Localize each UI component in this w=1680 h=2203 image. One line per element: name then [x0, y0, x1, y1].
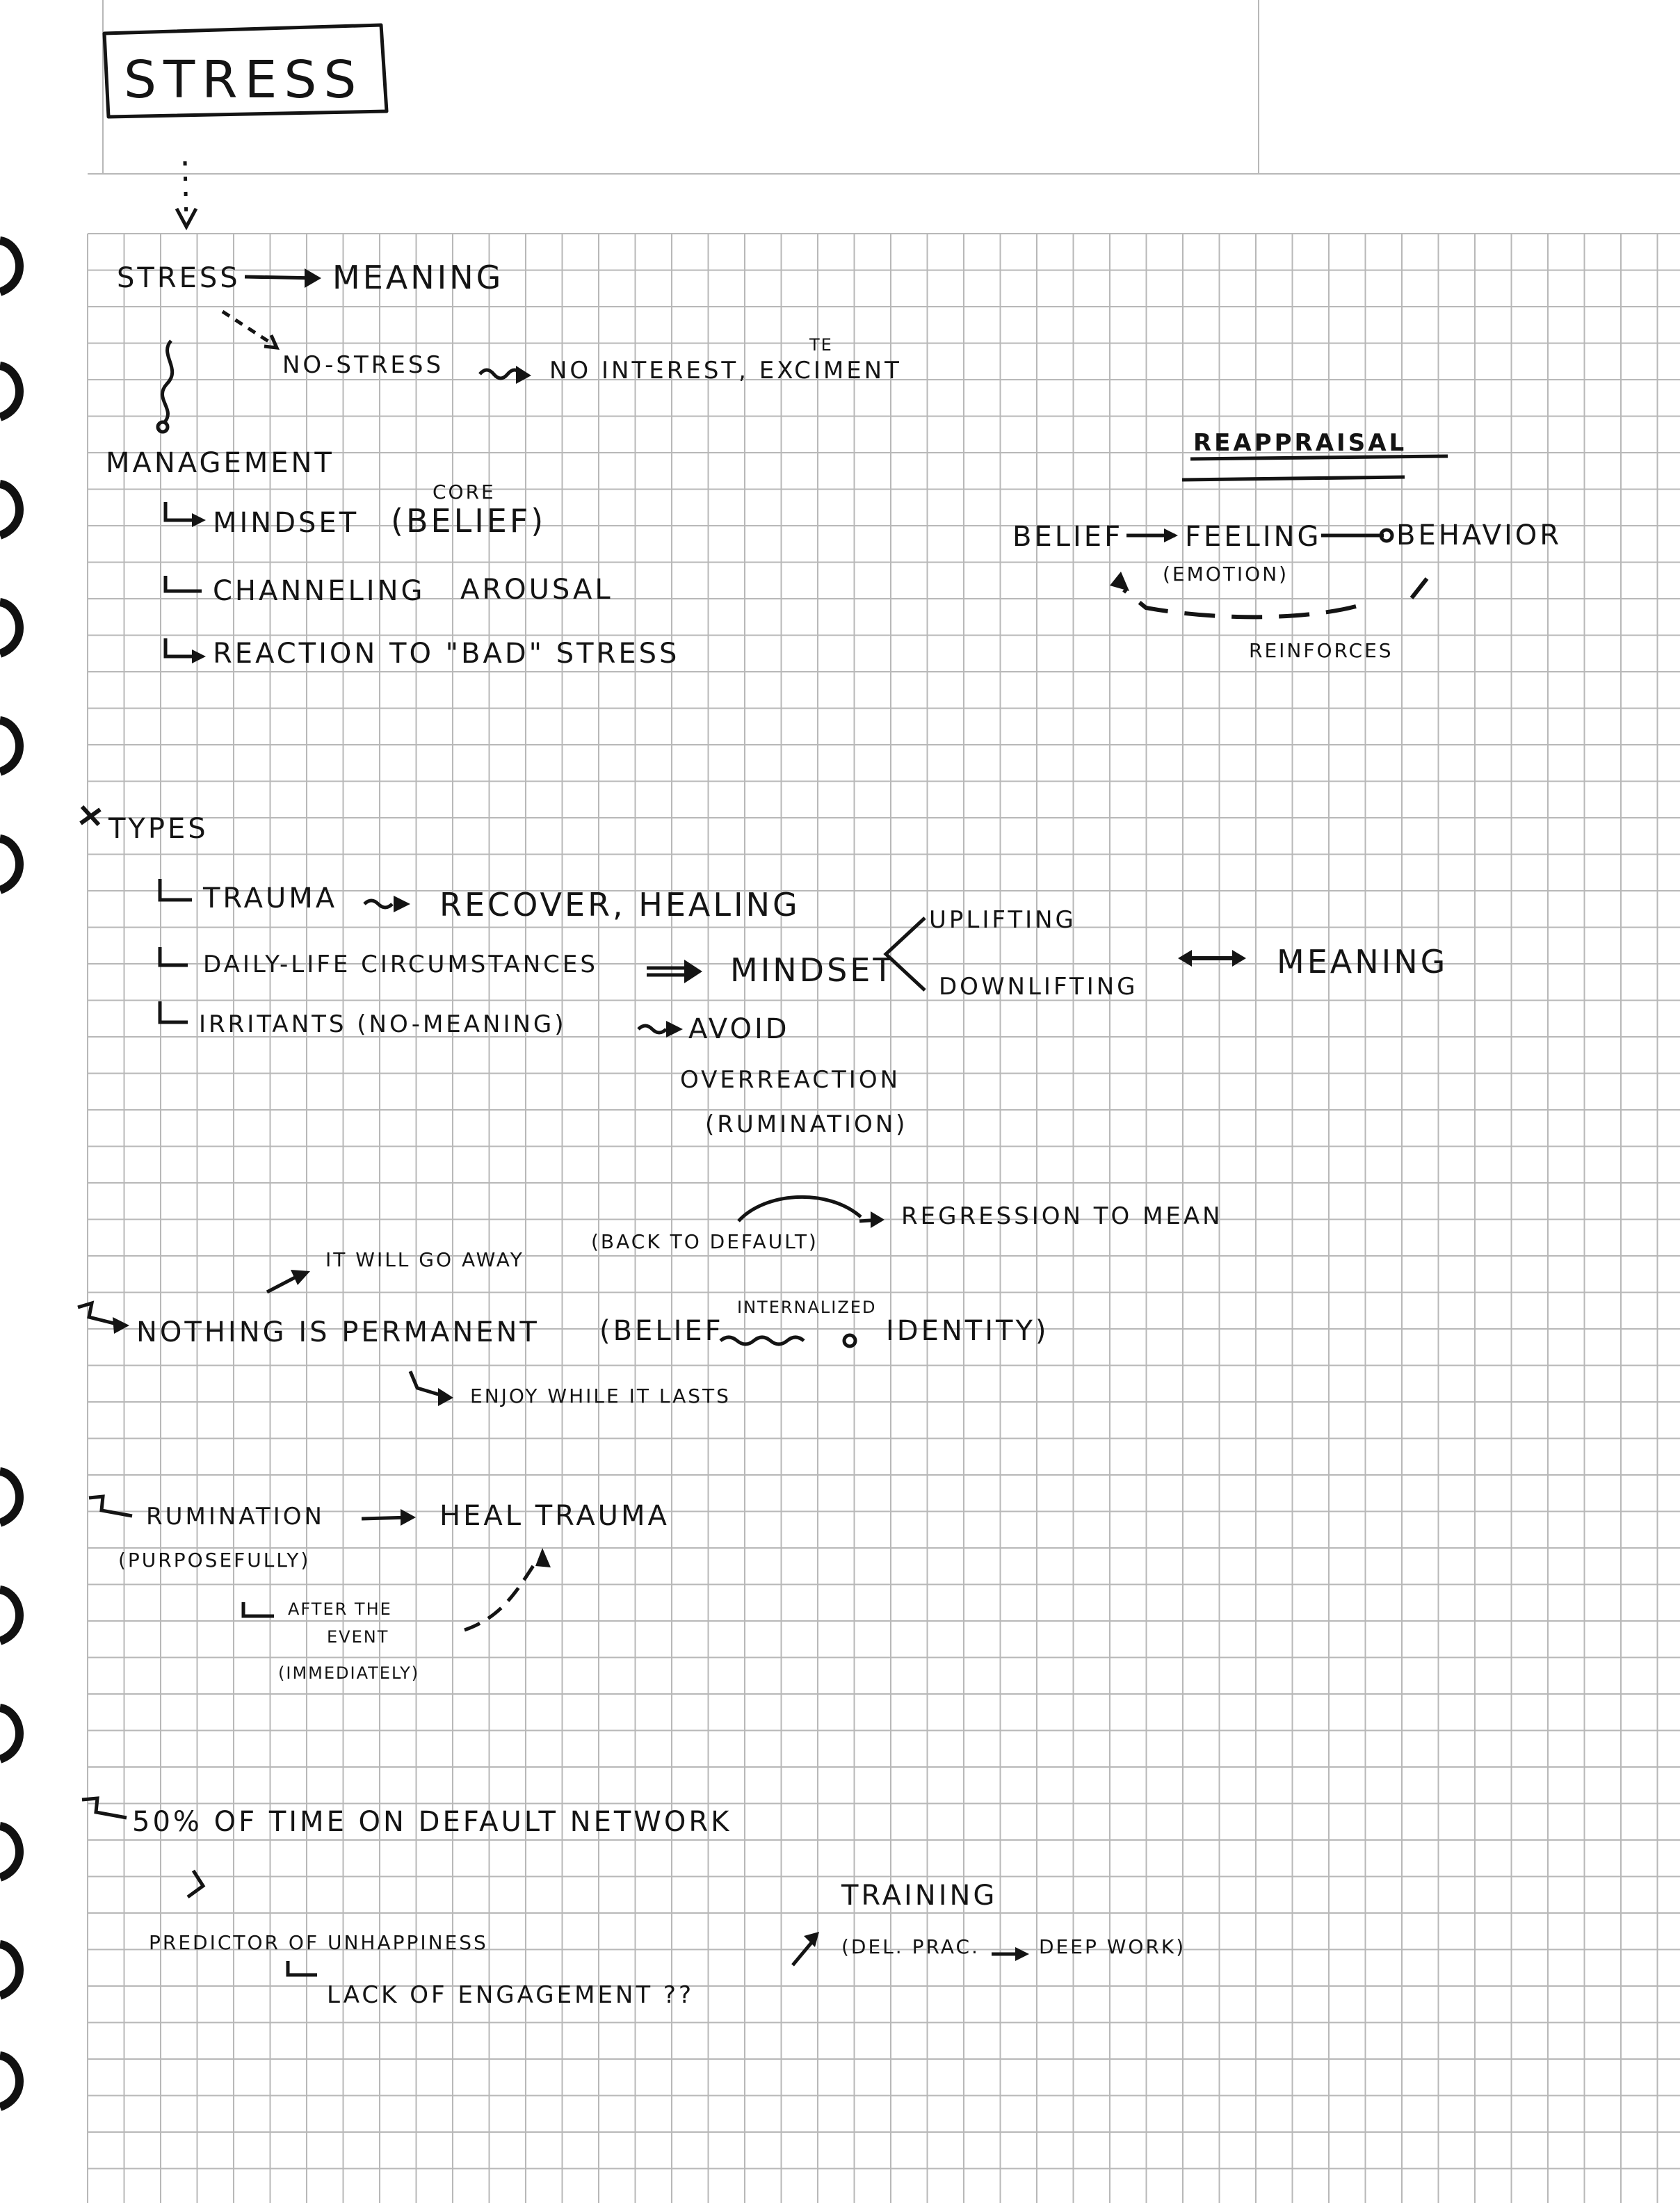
- reappraisal-behavior: BEHAVIOR: [1396, 519, 1562, 551]
- no-interest-wavy-arrow: [480, 370, 522, 378]
- back-to-default-curve: [738, 1197, 861, 1221]
- rumination-label: RUMINATION: [146, 1503, 325, 1531]
- stress-meaning-arrowhead-icon: [305, 268, 321, 288]
- meaning-label: MEANING: [332, 259, 504, 296]
- rumination-heal-arrowhead-icon: [401, 1509, 416, 1526]
- immediately-label: (IMMEDIATELY): [278, 1663, 420, 1683]
- types-avoid: AVOID: [688, 1013, 790, 1045]
- reappraisal-feeling: FEELING: [1185, 521, 1322, 553]
- belief-open-label: (BELIEF: [599, 1315, 724, 1347]
- nothing-permanent-bullet-head-icon: [113, 1317, 129, 1334]
- belief-label: (BELIEF): [391, 502, 547, 540]
- irritants-avoid-arrowhead-icon: [666, 1021, 683, 1038]
- feeling-behavior-arrowhead-icon: [1381, 530, 1392, 541]
- channeling-label: CHANNELING: [213, 575, 426, 607]
- types-recover: RECOVER, HEALING: [439, 886, 800, 923]
- after-the-label: AFTER THE: [288, 1599, 392, 1619]
- channeling-hook-arrow: [165, 576, 202, 591]
- mindset-hook-arrowhead-icon: [192, 513, 206, 527]
- after-event-hook-arrow: [243, 1602, 274, 1616]
- irritants-hook-arrow: [160, 1001, 188, 1022]
- types-meaning: MEANING: [1277, 943, 1448, 981]
- meaning-double-arrowhead-left-icon: [1178, 950, 1192, 967]
- no-stress-label: NO-STRESS: [282, 351, 444, 379]
- reaction-hook-arrowhead-icon: [192, 649, 206, 663]
- management-squiggle-dot: [158, 422, 168, 432]
- nothing-permanent-label: NOTHING IS PERMANENT: [136, 1316, 540, 1348]
- regression-arrowhead-icon: [871, 1211, 885, 1228]
- page-title: STRESS: [124, 50, 364, 110]
- training-arrow: [793, 1940, 814, 1965]
- training-label: TRAINING: [841, 1880, 998, 1912]
- go-away-label: IT WILL GO AWAY: [325, 1248, 524, 1271]
- types-trauma: TRAUMA: [203, 882, 338, 914]
- enjoy-arrowhead-icon: [438, 1388, 453, 1406]
- event-label: EVENT: [327, 1627, 389, 1647]
- types-overreaction: OVERREACTION: [680, 1066, 901, 1094]
- trauma-recover-arrowhead-icon: [394, 896, 410, 912]
- management-squiggle: [162, 341, 172, 423]
- daily-mindset-arrowhead-icon: [684, 960, 702, 983]
- back-to-default-label: (BACK TO DEFAULT): [591, 1230, 818, 1253]
- title-dotted-arrow: [185, 161, 186, 223]
- meaning-double-arrowhead-right-icon: [1232, 950, 1246, 967]
- internalized-wavy-arrow: [720, 1337, 804, 1344]
- reinforces-arrowhead-icon: [1110, 572, 1129, 591]
- identity-label: IDENTITY): [886, 1315, 1049, 1347]
- fifty-percent-bullet: [82, 1798, 127, 1818]
- types-star-icon: [81, 807, 100, 825]
- types-rumination: (RUMINATION): [705, 1111, 908, 1138]
- purposefully-label: (PURPOSEFULLY): [118, 1549, 311, 1572]
- core-label: CORE: [433, 481, 496, 503]
- heal-trauma-label: HEAL TRAUMA: [439, 1500, 670, 1532]
- regression-label: REGRESSION TO MEAN: [901, 1202, 1223, 1230]
- trauma-recover-arrow: [364, 901, 392, 907]
- management-label: MANAGEMENT: [106, 447, 334, 479]
- reappraisal-underline-2: [1182, 477, 1405, 480]
- lack-hook-arrow: [288, 1961, 317, 1975]
- types-mindset: MINDSET: [730, 951, 896, 989]
- no-stress-dashed-arrow: [223, 312, 274, 345]
- fifty-percent-label: 50% OF TIME ON DEFAULT NETWORK: [132, 1806, 732, 1838]
- reappraisal-reinforces: REINFORCES: [1249, 639, 1394, 662]
- types-uplifting: UPLIFTING: [929, 906, 1076, 934]
- predictor-hook: [188, 1871, 203, 1897]
- types-daily-life: DAILY-LIFE CIRCUMSTANCES: [203, 951, 598, 978]
- predictor-label: PREDICTOR OF UNHAPPINESS: [149, 1931, 488, 1954]
- internalized-label: INTERNALIZED: [737, 1298, 877, 1317]
- reappraisal-heading: REAPPRAISAL: [1193, 429, 1407, 457]
- internalized-arrowhead-icon: [844, 1335, 855, 1346]
- reaction-label: REACTION TO "BAD" STRESS: [213, 638, 680, 670]
- after-event-arrowhead-icon: [535, 1548, 551, 1567]
- reappraisal-belief: BELIEF: [1012, 521, 1124, 553]
- delib-deep-arrowhead-icon: [1015, 1947, 1029, 1961]
- deep-work-label: DEEP WORK): [1039, 1935, 1186, 1958]
- irritants-avoid-arrow: [638, 1026, 666, 1033]
- daily-hook-arrow: [160, 947, 188, 965]
- trauma-hook-arrow: [160, 879, 192, 900]
- types-downlifting: DOWNLIFTING: [939, 973, 1138, 1001]
- types-heading: TYPES: [108, 813, 209, 845]
- lack-of-engagement-label: LACK OF ENGAGEMENT ??: [327, 1981, 695, 2009]
- after-event-dashed-arrow: [465, 1565, 534, 1630]
- reappraisal-emotion: (EMOTION): [1163, 563, 1289, 586]
- mindset-label: MINDSET: [213, 507, 360, 539]
- go-away-arrow: [267, 1275, 299, 1292]
- stress-label: STRESS: [117, 262, 241, 294]
- enjoy-label: ENJOY WHILE IT LASTS: [470, 1385, 731, 1407]
- belief-feeling-arrowhead-icon: [1164, 528, 1178, 542]
- arousal-label: AROUSAL: [460, 574, 613, 606]
- no-interest-label: NO INTEREST, EXCIMENT: [549, 357, 902, 385]
- rumination-bullet: [89, 1496, 132, 1516]
- te-insert-label: TE: [809, 335, 833, 355]
- types-irritants: IRRITANTS (NO-MEANING): [199, 1010, 567, 1038]
- no-interest-arrowhead-icon: [516, 366, 531, 384]
- delib-prac-label: (DEL. PRAC.: [841, 1935, 980, 1958]
